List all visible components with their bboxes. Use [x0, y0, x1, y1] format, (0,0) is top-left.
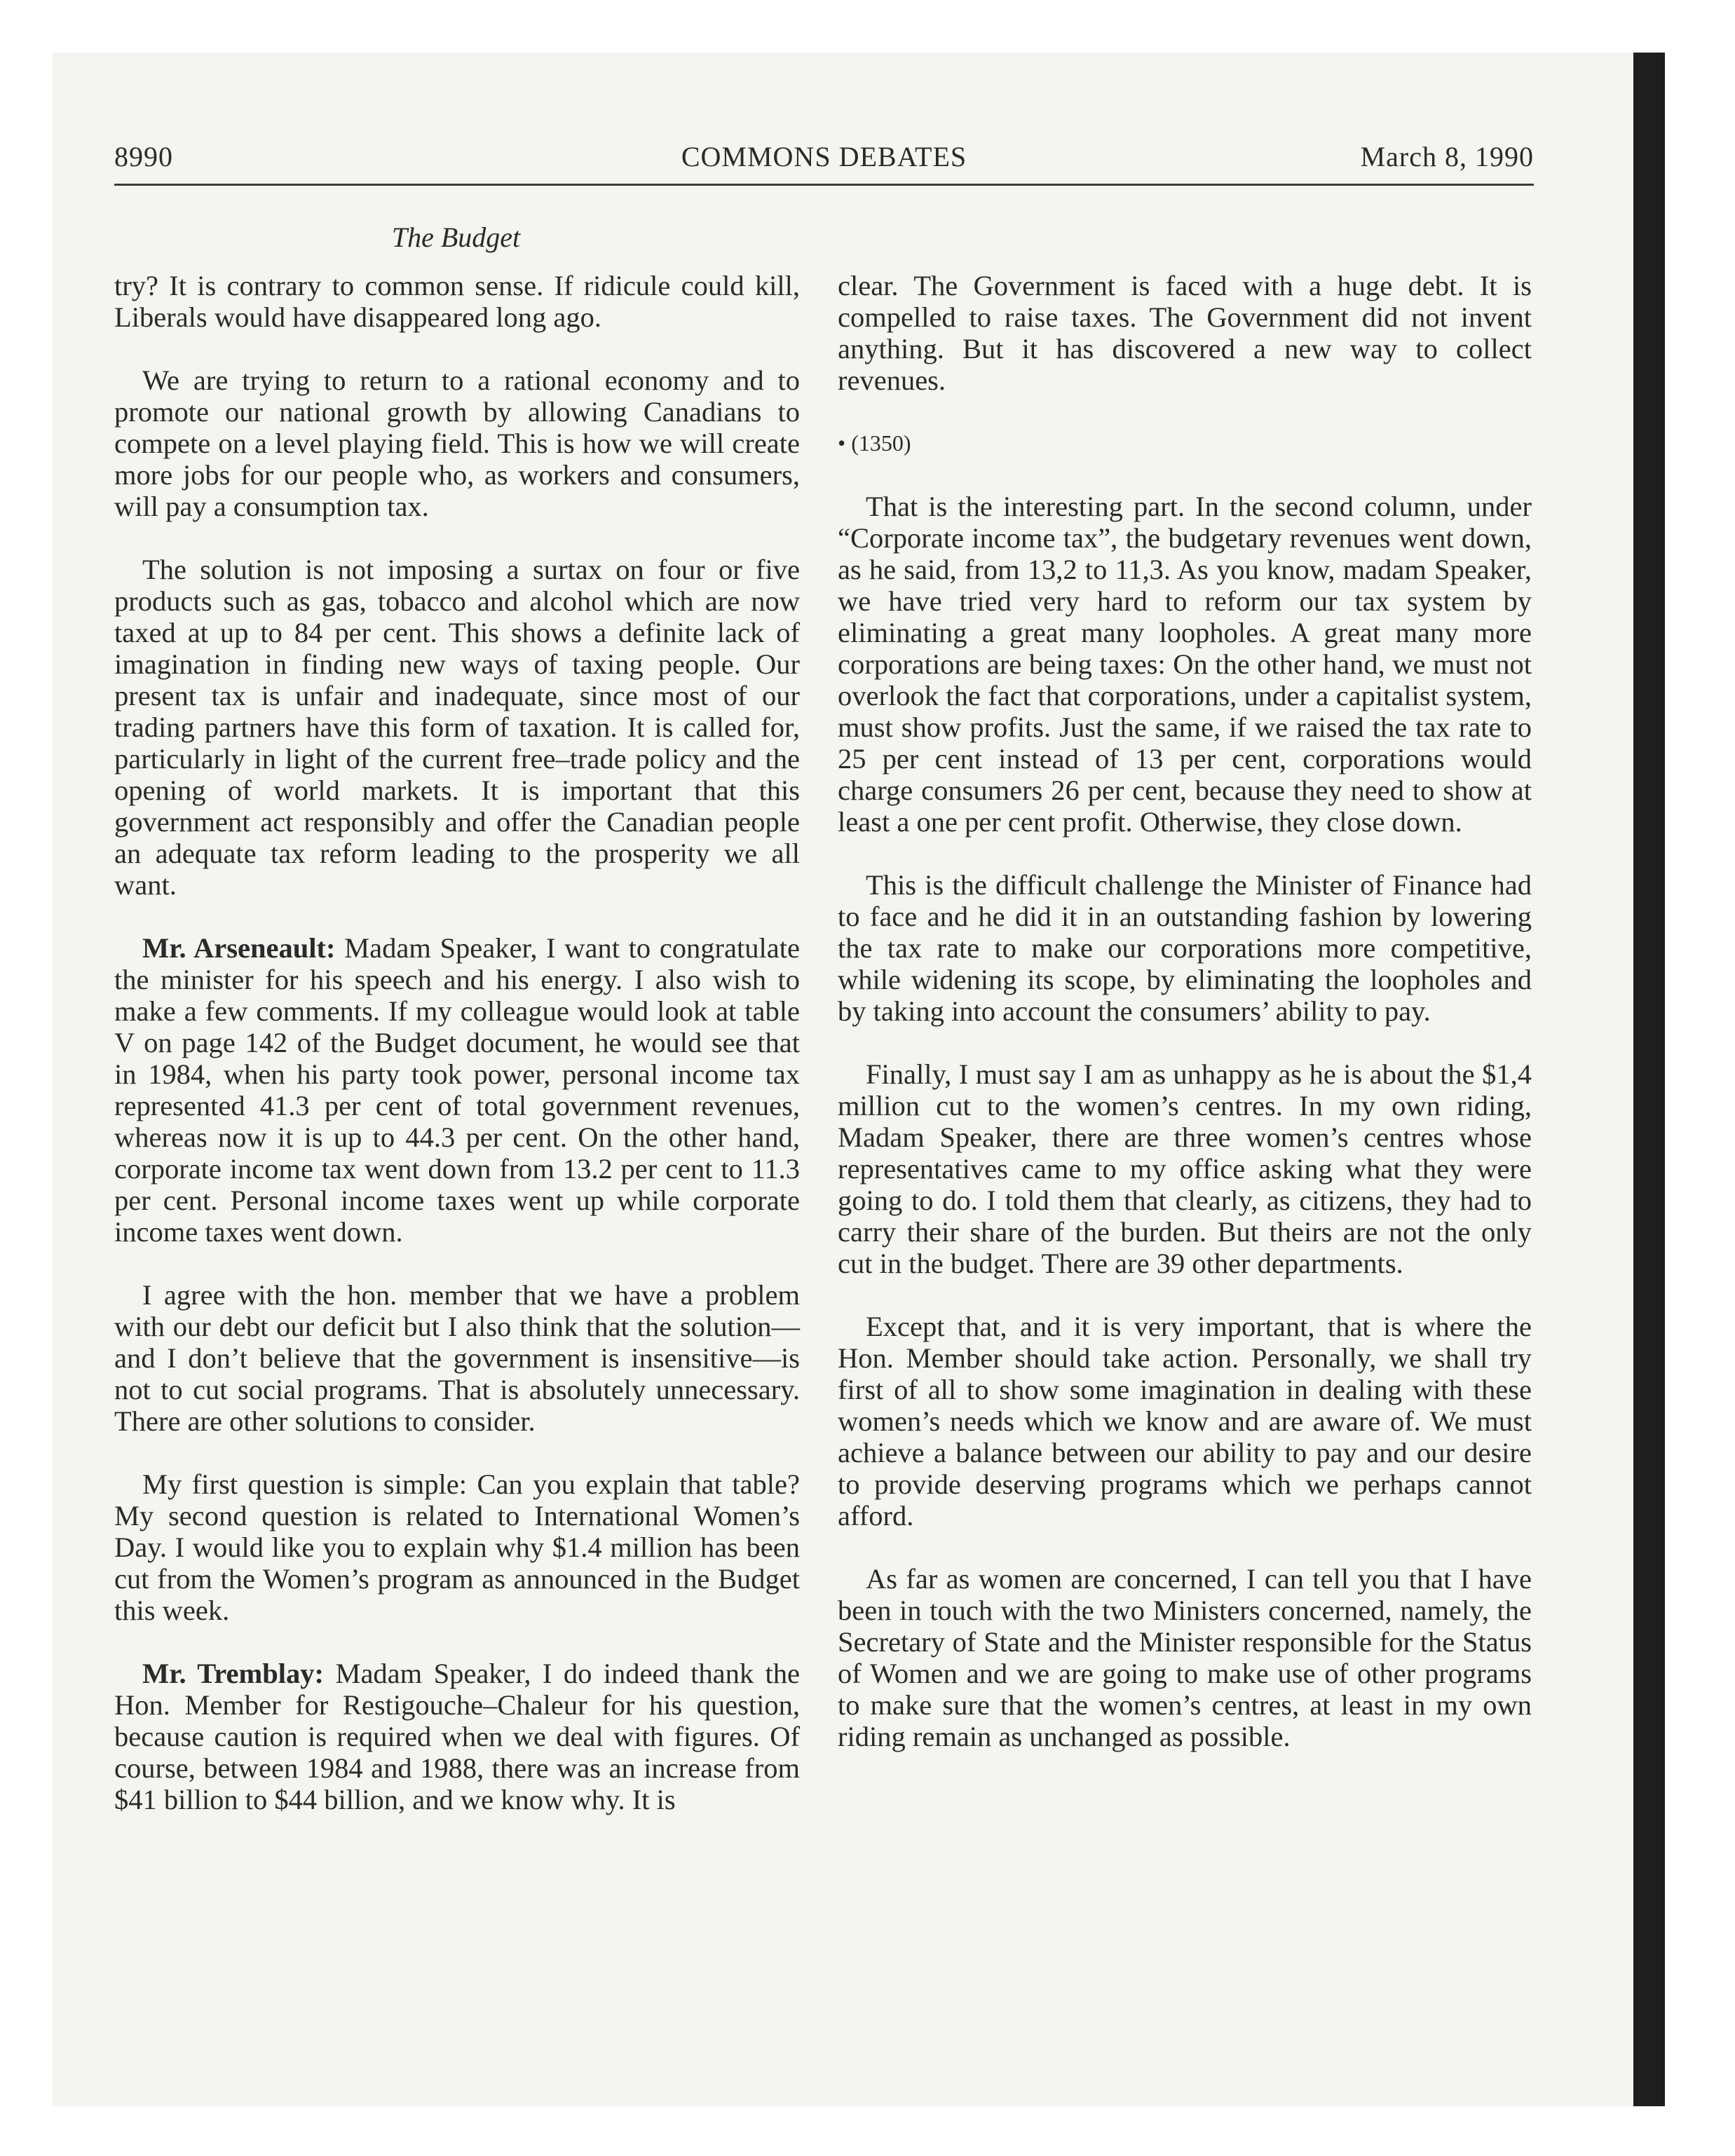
paragraph: My first question is simple: Can you explain that table? My second question is related to International Women’s Day. I would like you to explain why $1.4 million has been cut from the Women’s program as announced in the Budget this week. — [114, 1468, 800, 1626]
paragraph: try? It is contrary to common sense. If ridicule could kill, Liberals would have disappeared long ago. — [114, 270, 800, 333]
speech-paragraph — [114, 932, 800, 1248]
left-column — [114, 270, 800, 1847]
running-header — [114, 132, 1534, 186]
speaker-name: Mr. Arseneault: — [142, 932, 336, 964]
header-date: March 8, 1990 — [1360, 141, 1534, 172]
page-binding-edge — [1633, 53, 1665, 2106]
paragraph: That is the interesting part. In the second column, under “Corporate income tax”, the budgetary revenues went down, as he said, from 13,2 to 11,3. As you know, madam Speaker, we have tried very hard to reform our tax system by eliminating a great many loopholes. A great many more corporations are being taxes: On the other hand, we must not overlook the fact that corporations, under a capitalist system, must show profits. Just the same, if we raised the tax rate to 25 per cent instead of 13 per cent, corporations would charge consumers 26 per cent, because they need to show at least a one per cent profit. Otherwise, they close down. — [838, 491, 1532, 838]
paragraph: clear. The Government is faced with a huge debt. It is compelled to raise taxes. The Government did not invent anything. But it has discovered a new way to collect revenues. — [838, 270, 1532, 396]
paragraph: Except that, and it is very important, that is where the Hon. Member should take action. Personally, we shall try first of all to show some imagination in dealing with these women’s needs which we know and are aware of. We must achieve a balance between our ability to pay and our desire to provide deserving programs which we perhaps cannot afford. — [838, 1311, 1532, 1531]
paragraph: This is the difficult challenge the Minister of Finance had to face and he did it in an outstanding fashion by lowering the tax rate to make our corporations more competitive, while widening its scope, by eliminating the loopholes and by taking into account the consumers’ ability to pay. — [838, 869, 1532, 1027]
time-marker: • (1350) — [838, 430, 911, 456]
right-column — [838, 270, 1532, 1784]
paragraph: I agree with the hon. member that we have a problem with our debt our deficit but I also think that the solution—and I don’t believe that the government is insensitive—is not to cut social programs. That is absolutely unnecessary. There are other solutions to consider. — [114, 1279, 800, 1437]
speech-text: Madam Speaker, I do indeed thank the Hon. Member for Restigouche–Chaleur for his question, because caution is required when we deal with figures. Of course, between 1984 and 1988, there was an increase from $41 billion to $44 billion, and we know why. It is — [114, 1658, 800, 1815]
speech-text: Madam Speaker, I want to congratulate the minister for his speech and his energy. I also wish to make a few comments. If my colleague would look at table V on page 142 of the Budget document, he would see that in 1984, when his party took power, personal income tax represented 41.3 per cent of total government revenues, whereas now it is up to 44.3 per cent. On the other hand, corporate income tax went down from 13.2 per cent to 11.3 per cent. Personal income taxes went up while corporate income taxes went down. — [114, 932, 800, 1248]
paragraph: Finally, I must say I am as unhappy as he is about the $1,4 million cut to the women’s centres. In my own riding, Madam Speaker, there are three women’s centres whose representatives came to my office asking what they were going to do. I told them that clearly, as citizens, they had to carry their share of the burden. But theirs are not the only cut in the budget. There are 39 other departments. — [838, 1058, 1532, 1279]
paragraph: As far as women are concerned, I can tell you that I have been in touch with the two Ministers concerned, namely, the Secretary of State and the Minister responsible for the Status of Women and we are going to make use of other programs to make sure that the women’s centres, at least in my own riding remain as unchanged as possible. — [838, 1563, 1532, 1752]
publication-title: COMMONS DEBATES — [681, 141, 967, 172]
speaker-name: Mr. Tremblay: — [142, 1658, 325, 1689]
speech-paragraph — [114, 1658, 800, 1815]
paragraph: We are trying to return to a rational economy and to promote our national growth by allowing Canadians to compete on a level playing field. This is how we will create more jobs for our people who, as workers and consumers, will pay a consumption tax. — [114, 364, 800, 522]
page-number: 8990 — [114, 141, 173, 172]
paragraph: The solution is not imposing a surtax on four or five products such as gas, tobacco and alcohol which are now taxed at up to 84 per cent. This shows a definite lack of imagination in finding new ways of taxing people. Our present tax is unfair and inadequate, since most of our trading partners have this form of taxation. It is called for, particularly in light of the current free–trade policy and the opening of world markets. It is important that this government act responsibly and offer the Canadian people an adequate tax reform leading to the prosperity we all want. — [114, 554, 800, 901]
section-title: The Budget — [391, 221, 521, 253]
